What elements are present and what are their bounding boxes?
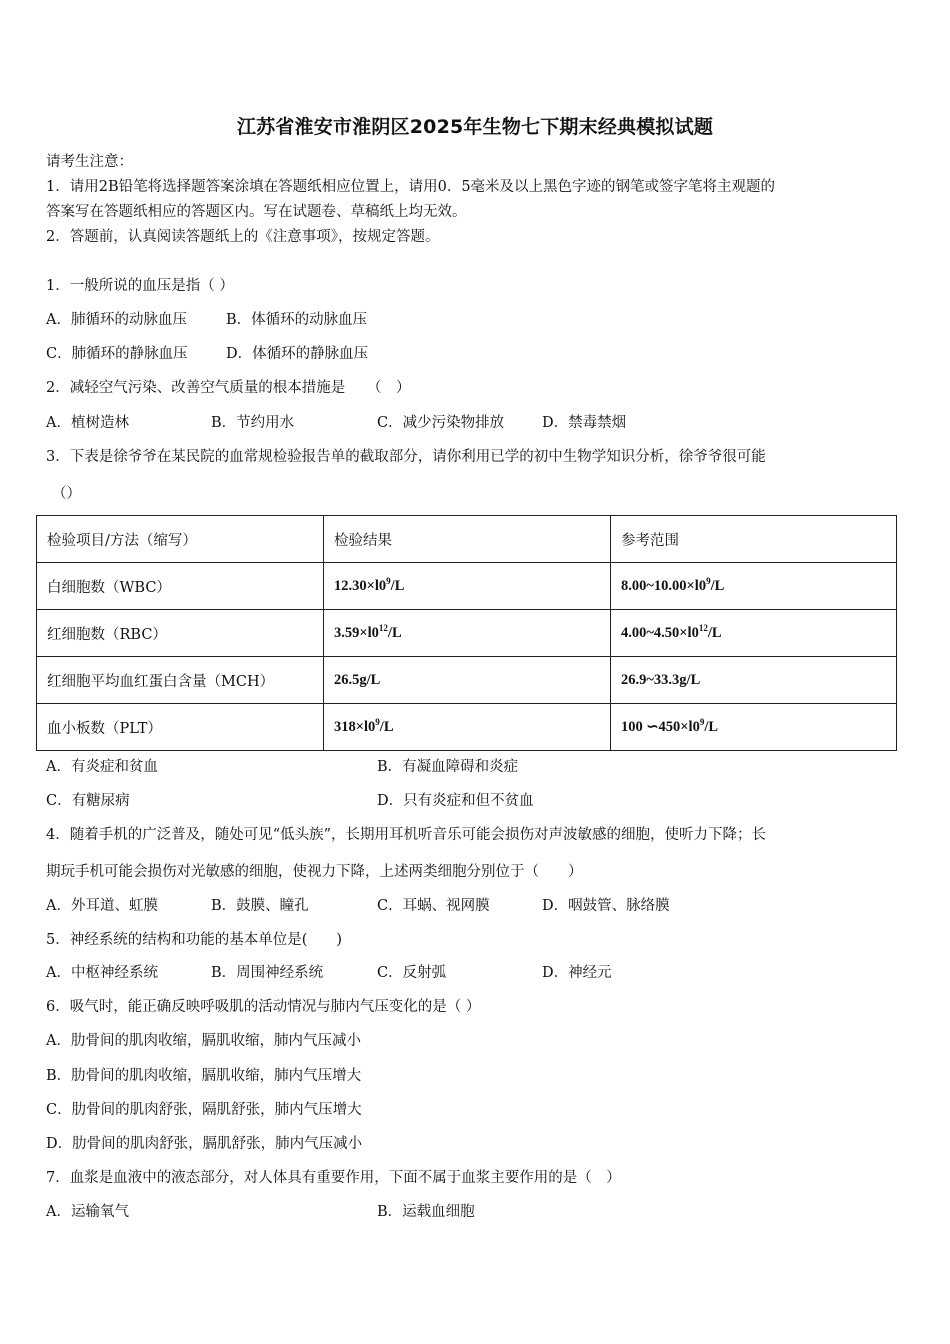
table-header-item: 检验项目/方法（缩写） <box>37 516 324 563</box>
question-5-option-a[interactable]: A．中枢神经系统 <box>46 965 158 981</box>
question-5-stem: 5．神经系统的结构和功能的基本单位是( ) <box>46 932 343 948</box>
question-6-option-a[interactable]: A．肋骨间的肌肉收缩，膈肌收缩，肺内气压减小 <box>46 1033 361 1049</box>
notice-line-2: 答案写在答题纸相应的答题区内。写在试题卷、草稿纸上均无效。 <box>46 204 467 220</box>
question-5-option-d[interactable]: D．神经元 <box>542 965 612 981</box>
question-6-stem: 6．吸气时，能正确反映呼吸肌的活动情况与肺内气压变化的是（ ） <box>46 999 481 1015</box>
row-item: 白细胞数（WBC） <box>37 563 324 610</box>
question-1-option-a[interactable]: A．肺循环的动脉血压 <box>46 312 187 328</box>
question-1-option-d[interactable]: D．体循环的静脉血压 <box>226 346 369 362</box>
question-6-option-d[interactable]: D．肋骨间的肌肉舒张，膈肌舒张，肺内气压减小 <box>46 1136 363 1152</box>
table-row <box>37 657 897 704</box>
table-header-row <box>37 516 897 563</box>
table-header-result: 检验结果 <box>324 516 611 563</box>
question-2-option-a[interactable]: A．植树造林 <box>46 415 129 431</box>
question-6-option-b[interactable]: B．肋骨间的肌肉收缩，膈肌收缩，肺内气压增大 <box>46 1068 362 1084</box>
question-3-option-b[interactable]: B．有凝血障碍和炎症 <box>377 759 519 775</box>
question-2-option-b[interactable]: B．节约用水 <box>211 415 295 431</box>
question-2-option-c[interactable]: C．减少污染物排放 <box>377 415 505 431</box>
question-4-option-d[interactable]: D．咽鼓管、脉络膜 <box>542 898 670 914</box>
table-row <box>37 563 897 610</box>
row-range: 100 $∽450\times l0^9/L$ <box>611 704 897 751</box>
row-result: $3.59\times l0^{12}/L$ <box>324 610 611 657</box>
question-3-stem-1: 3．下表是徐爷爷在某民院的血常规检验报告单的截取部分，请你利用已学的初中生物学知识分析，徐爷爷很可能 <box>46 449 766 465</box>
question-7-option-a[interactable]: A．运输氧气 <box>46 1204 129 1220</box>
question-7-stem: 7．血浆是血液中的液态部分，对人体具有重要作用，下面不属于血浆主要作用的是（ ） <box>46 1170 621 1186</box>
question-1-stem: 1．一般所说的血压是指（ ） <box>46 278 234 294</box>
row-result: 26.5g/L <box>324 657 611 704</box>
row-item: 红细胞平均血红蛋白含量（MCH） <box>37 657 324 704</box>
question-3-option-a[interactable]: A．有炎症和贫血 <box>46 759 158 775</box>
question-5-option-b[interactable]: B．周围神经系统 <box>211 965 324 981</box>
question-3-option-c[interactable]: C．有糖尿病 <box>46 793 130 809</box>
page-title: 江苏省淮安市淮阴区2025年生物七下期末经典模拟试题 <box>236 116 714 138</box>
question-2-option-d[interactable]: D．禁毒禁烟 <box>542 415 627 431</box>
row-result: $12.30\times l0^9/L$ <box>324 563 611 610</box>
row-range: 26.9~33.3g/L <box>611 657 897 704</box>
question-3-stem-2: （） <box>52 486 81 502</box>
question-4-stem-1: 4．随着手机的广泛普及，随处可见“低头族”，长期用耳机听音乐可能会损伤对声波敏感的细胞，使听力下降；长 <box>46 827 767 843</box>
question-6-option-c[interactable]: C．肋骨间的肌肉舒张，隔肌舒张，肺内气压增大 <box>46 1102 362 1118</box>
question-4-option-b[interactable]: B．鼓膜、瞳孔 <box>211 898 309 914</box>
question-1-option-b[interactable]: B．体循环的动脉血压 <box>226 312 368 328</box>
question-4-option-a[interactable]: A．外耳道、虹膜 <box>46 898 158 914</box>
table-header-range: 参考范围 <box>611 516 897 563</box>
notice-line-1: 1．请用2B铅笔将选择题答案涂填在答题纸相应位置上，请用0．5毫米及以上黑色字迹的钢笔或签字笔将主观题的 <box>46 179 776 195</box>
row-result: $318\times l0^9/L$ <box>324 704 611 751</box>
notice-header: 请考生注意： <box>46 154 133 170</box>
notice-line-3: 2．答题前，认真阅读答题纸上的《注意事项》，按规定答题。 <box>46 229 440 245</box>
question-4-stem-2: 期玩手机可能会损伤对光敏感的细胞，使视力下降，上述两类细胞分别位于（ ） <box>46 864 583 880</box>
question-4-option-c[interactable]: C．耳蜗、视网膜 <box>377 898 490 914</box>
question-7-option-b[interactable]: B．运载血细胞 <box>377 1204 475 1220</box>
question-5-option-c[interactable]: C．反射弧 <box>377 965 447 981</box>
table-row <box>37 704 897 751</box>
question-2-stem: 2．减轻空气污染、改善空气质量的根本措施是 （ ） <box>46 380 411 396</box>
table-row <box>37 610 897 657</box>
blood-test-table <box>36 515 897 751</box>
row-range: $8.00\sim 10.00\times l0^9/L$ <box>611 563 897 610</box>
row-item: 红细胞数（RBC） <box>37 610 324 657</box>
row-item: 血小板数（PLT） <box>37 704 324 751</box>
row-range: $4.00\sim 4.50\times l0^{12}/L$ <box>611 610 897 657</box>
question-3-option-d[interactable]: D．只有炎症和但不贫血 <box>377 793 534 809</box>
question-1-option-c[interactable]: C．肺循环的静脉血压 <box>46 346 188 362</box>
